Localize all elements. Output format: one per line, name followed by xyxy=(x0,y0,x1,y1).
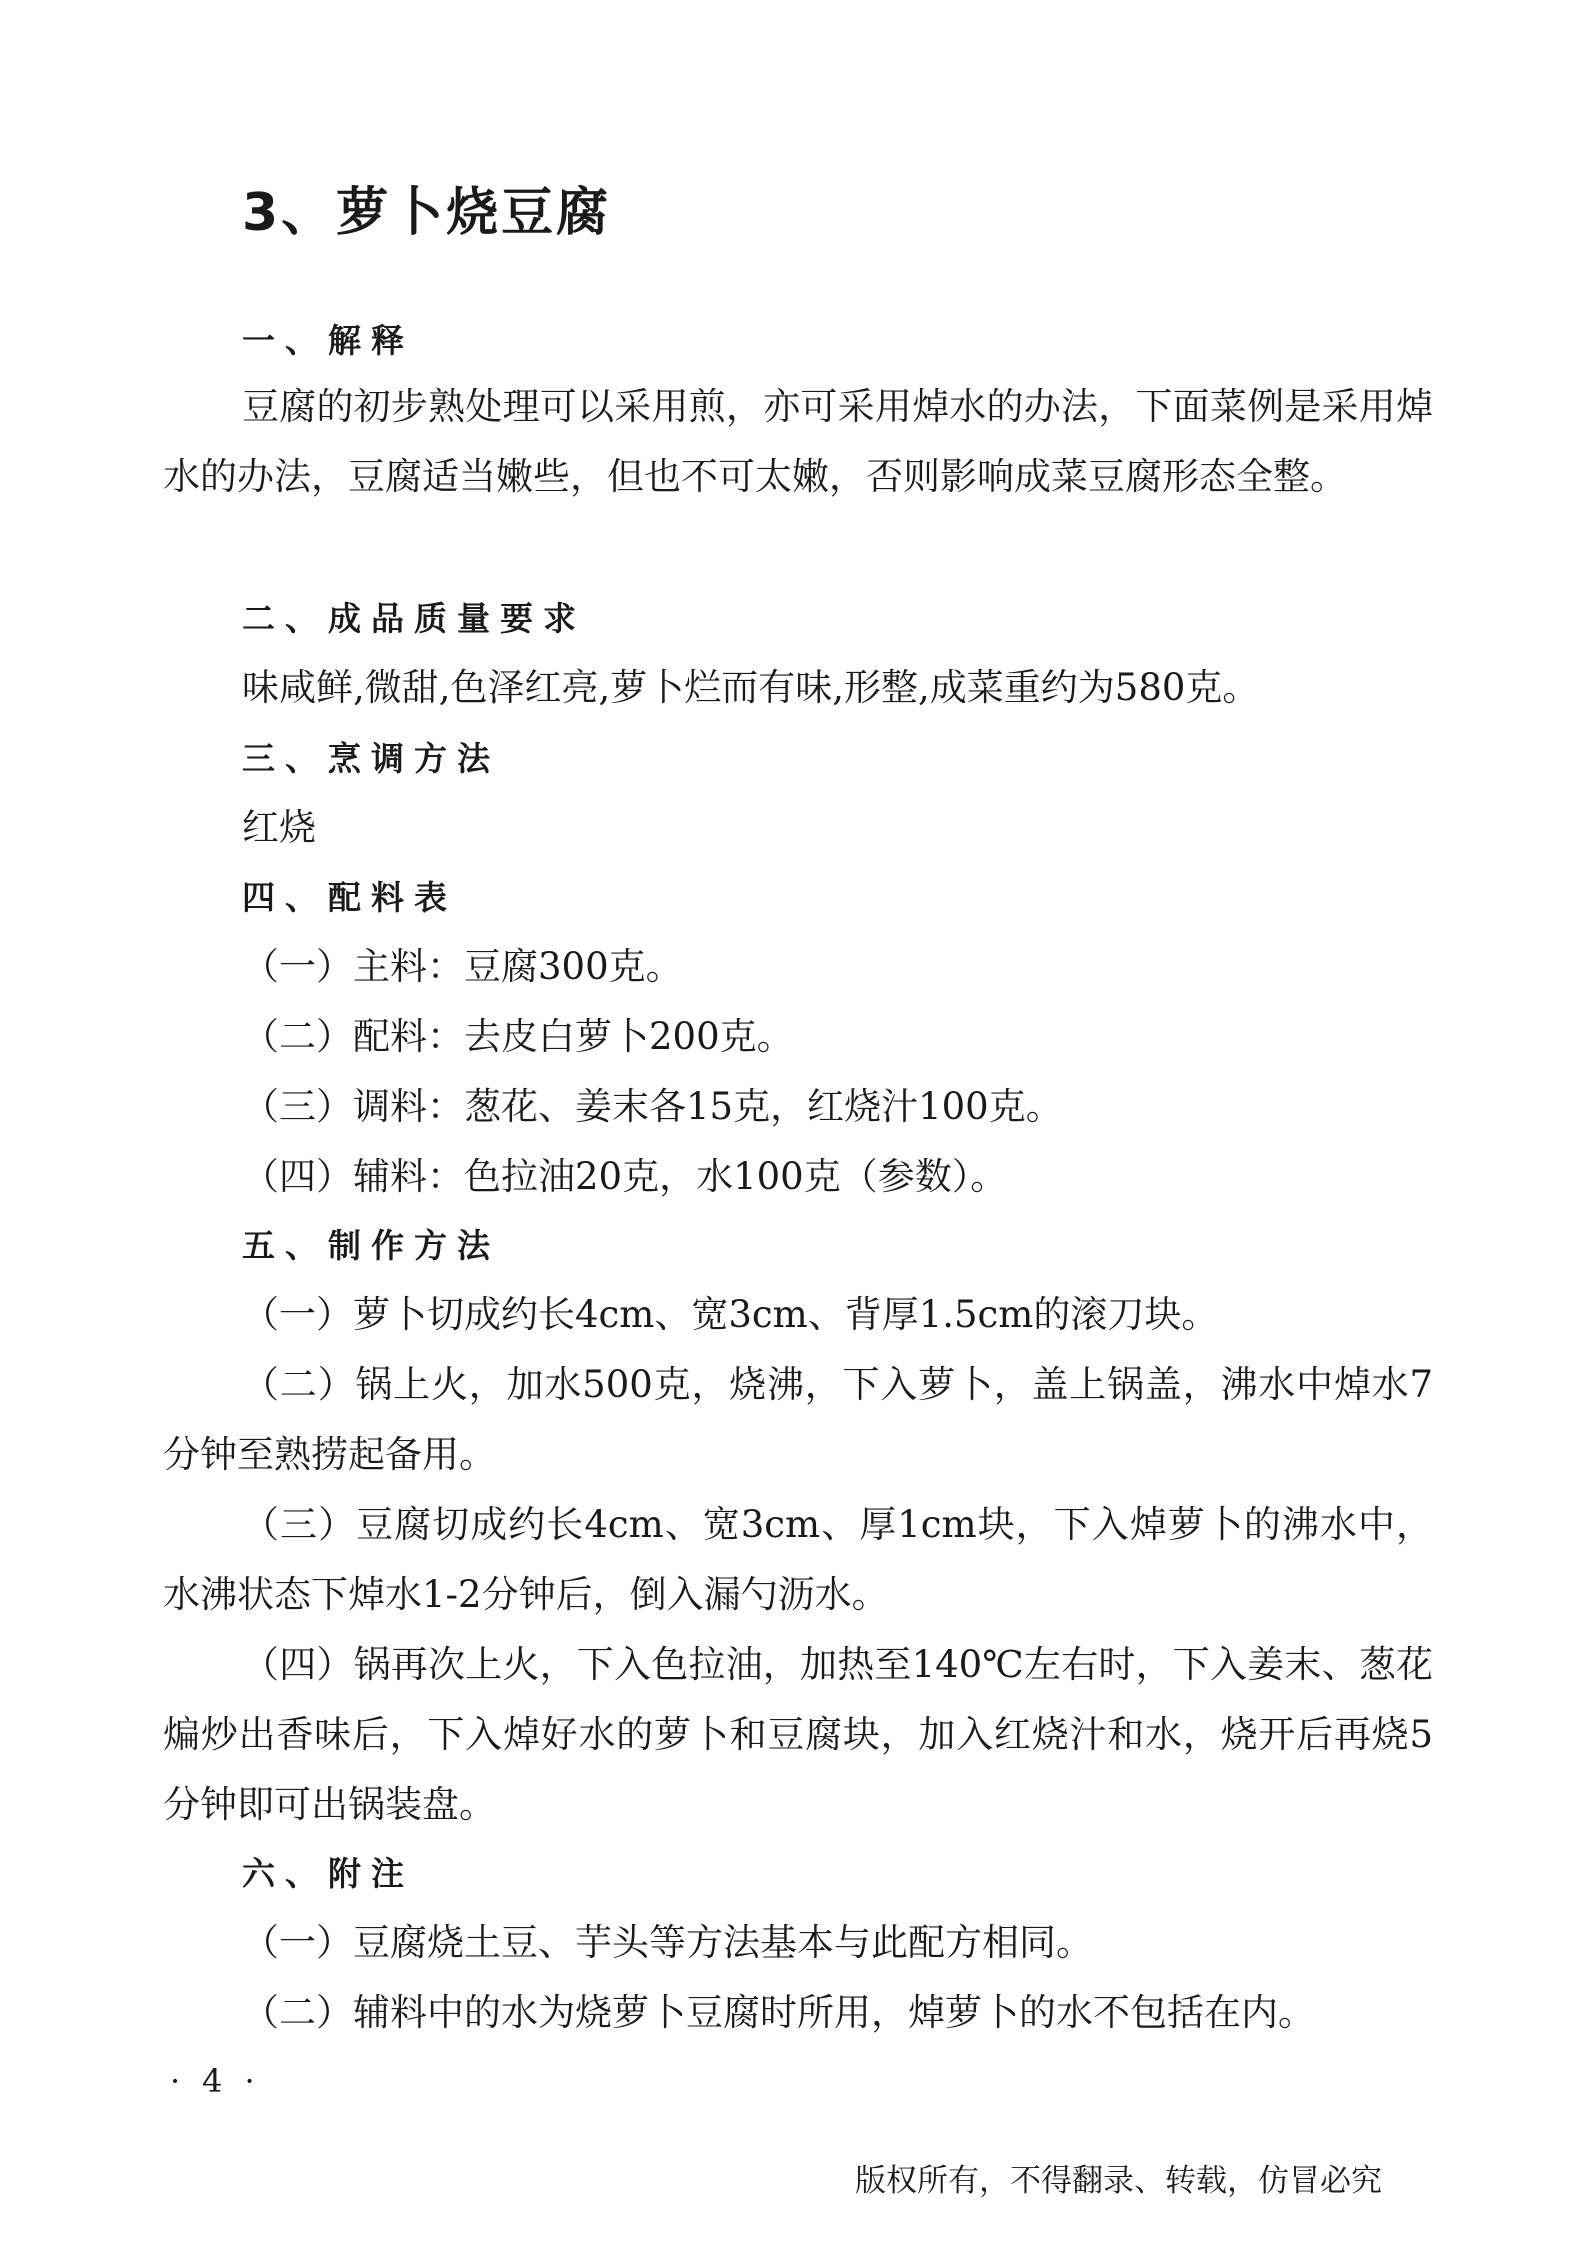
list-item: （三）调料：葱花、姜末各15克，红烧汁100克。 xyxy=(242,1085,1063,1128)
paragraph-explanation: 豆腐的初步熟处理可以采用煎，亦可采用焯水的办法，下面菜例是采用焯水的办法，豆腐适当嫩些，但也不可太嫩，否则影响成菜豆腐形态全整。 xyxy=(163,385,1433,498)
paragraph-method: 红烧 xyxy=(242,806,316,849)
list-item: （一）主料：豆腐300克。 xyxy=(242,945,683,988)
section-heading-notes: 六、附注 xyxy=(242,1854,414,1893)
section-heading-steps: 五、制作方法 xyxy=(242,1226,500,1265)
list-item: （二）辅料中的水为烧萝卜豆腐时所用，焯萝卜的水不包括在内。 xyxy=(242,1991,1315,2034)
section-heading-quality: 二、成品质量要求 xyxy=(242,599,586,638)
copyright-notice: 版权所有，不得翻录、转载，仿冒必究 xyxy=(855,2163,1382,2199)
page-number: ·4· xyxy=(170,2062,277,2100)
section-heading-explanation: 一、解释 xyxy=(242,321,414,360)
paragraph-step: （三）豆腐切成约长4cm、宽3cm、厚1cm块，下入焯萝卜的沸水中，水沸状态下焯水1-2分钟后，倒入漏勺沥水。 xyxy=(163,1503,1433,1616)
list-item: （一）萝卜切成约长4cm、宽3cm、背厚1.5cm的滚刀块。 xyxy=(242,1293,1219,1336)
paragraph-step: （二）锅上火，加水500克，烧沸，下入萝卜，盖上锅盖，沸水中焯水7分钟至熟捞起备用。 xyxy=(163,1363,1433,1476)
list-item: （四）辅料：色拉油20克，水100克（参数）。 xyxy=(242,1155,1008,1198)
section-heading-ingredients: 四、配料表 xyxy=(242,878,457,917)
paragraph-quality: 味咸鲜,微甜,色泽红亮,萝卜烂而有味,形整,成菜重约为580克。 xyxy=(242,666,1260,709)
page-title: 3、萝卜烧豆腐 xyxy=(242,183,612,243)
list-item: （二）配料：去皮白萝卜200克。 xyxy=(242,1015,794,1058)
list-item: （一）豆腐烧土豆、芋头等方法基本与此配方相同。 xyxy=(242,1921,1093,1964)
paragraph-step: （四）锅再次上火，下入色拉油，加热至140℃左右时，下入姜末、葱花煸炒出香味后，下入焯好水的萝卜和豆腐块，加入红烧汁和水，烧开后再烧5分钟即可出锅装盘。 xyxy=(163,1643,1433,1826)
section-heading-method: 三、烹调方法 xyxy=(242,739,500,778)
